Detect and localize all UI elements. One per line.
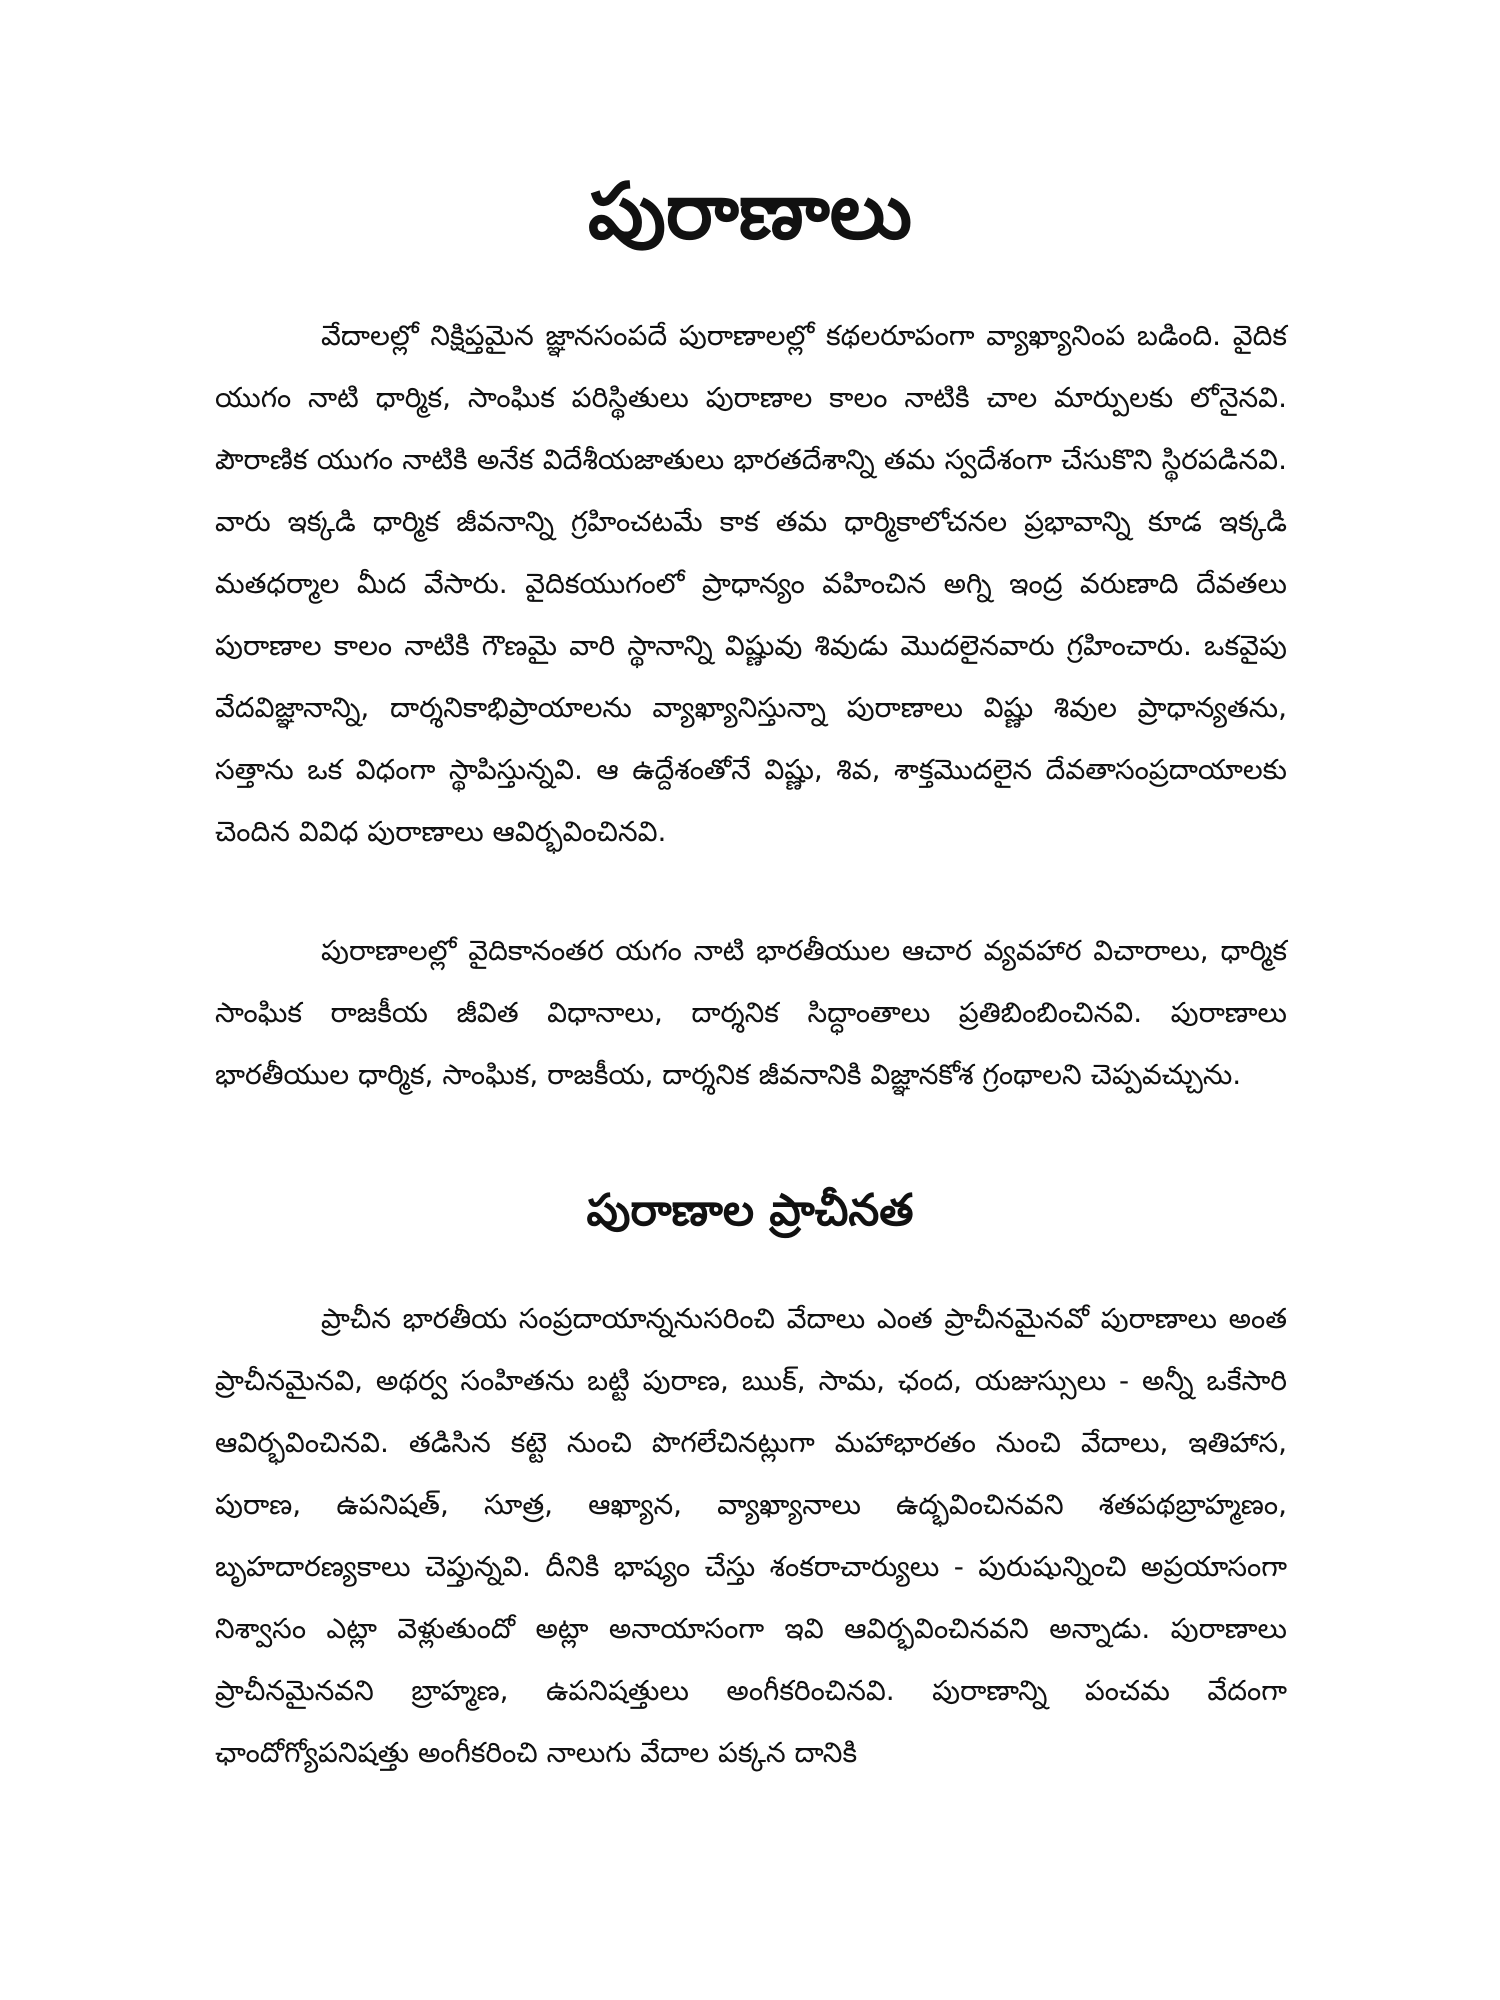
paragraph-3: ప్రాచీన భారతీయ సంప్రదాయాన్ననుసరించి వేదాలు ఎంత ప్రాచీనమైనవో పురాణాలు అంత ప్రాచీనమైనవి, అథర్వ సంహితను బట్టి పురాణ, ఋక్, సామ, ఛంద, యజుస్సులు - అన్నీ ఒకేసారి ఆవిర్భవించినవి. తడిసిన కట్టె నుంచి పొగలేచినట్లుగా మహాభారతం నుంచి వేదాలు, ఇతిహాస, పురాణ, ఉపనిషత్, సూత్ర, ఆఖ్యాన, వ్యాఖ్యానాలు ఉద్భవించినవని శతపథబ్రాహ్మణం, బృహదారణ్యకాలు చెప్తున్నవి. దీనికి భాష్యం చేస్తు శంకరాచార్యులు - పురుషున్నించి అప్రయాసంగా నిశ్వాసం ఎట్లా వెళ్లుతుందో అట్లా అనాయాసంగా ఇవి ఆవిర్భవించినవని అన్నాడు. పురాణాలు ప్రాచీనమైనవని బ్రాహ్మణ, ఉపనిషత్తులు అంగీకరించినవి. పురాణాన్ని పంచమ వేదంగా ఛాందోగ్యోపనిషత్తు అంగీకరించి నాలుగు వేదాల పక్కన దానికి xyxy=(215,1302,1287,1769)
paragraph-2: పురాణాలల్లో వైదికానంతర యగం నాటి భారతీయుల ఆచార వ్యవహార విచారాలు, ధార్మిక సాంఘిక రాజకీయ జీవిత విధానాలు, దార్శనిక సిద్ధాంతాలు ప్రతిబింబించినవి. పురాణాలు భారతీయుల ధార్మిక, సాంఘిక, రాజకీయ, దార్శనిక జీవనానికి విజ్ఞానకోశ గ్రంథాలని చెప్పవచ్చును. xyxy=(215,934,1287,1091)
page-title: పురాణాలు xyxy=(587,167,913,257)
section-title: పురాణాల ప్రాచీనత xyxy=(586,1185,914,1236)
paragraph-1: వేదాలల్లో నిక్షిప్తమైన జ్ఞానసంపదే పురాణాలల్లో కథలరూపంగా వ్యాఖ్యానింప బడింది. వైదిక యుగం నాటి ధార్మిక, సాంఘిక పరిస్థితులు పురాణాల కాలం నాటికి చాల మార్పులకు లోనైనవి. పౌరాణిక యుగం నాటికి అనేక విదేశీయజాతులు భారతదేశాన్ని తమ స్వదేశంగా చేసుకొని స్థిరపడినవి. వారు ఇక్కడి ధార్మిక జీవనాన్ని గ్రహించటమే కాక తమ ధార్మికాలోచనల ప్రభావాన్ని కూడ ఇక్కడి మతధర్మాల మీద వేసారు. వైదికయుగంలో ప్రాధాన్యం వహించిన అగ్ని ఇంద్ర వరుణాది దేవతలు పురాణాల కాలం నాటికి గౌణమై వారి స్థానాన్ని విష్ణువు శివుడు మొదలైనవారు గ్రహించారు. ఒకవైపు వేదవిజ్ఞానాన్ని, దార్శనికాభిప్రాయాలను వ్యాఖ్యానిస్తున్నా పురాణాలు విష్ణు శివుల ప్రాధాన్యతను, సత్తాను ఒక విధంగా స్థాపిస్తున్నవి. ఆ ఉద్దేశంతోనే విష్ణు, శివ, శాక్తమొదలైన దేవతాసంప్రదాయాలకు చెందిన వివిధ పురాణాలు ఆవిర్భవించినవి. xyxy=(215,319,1287,848)
